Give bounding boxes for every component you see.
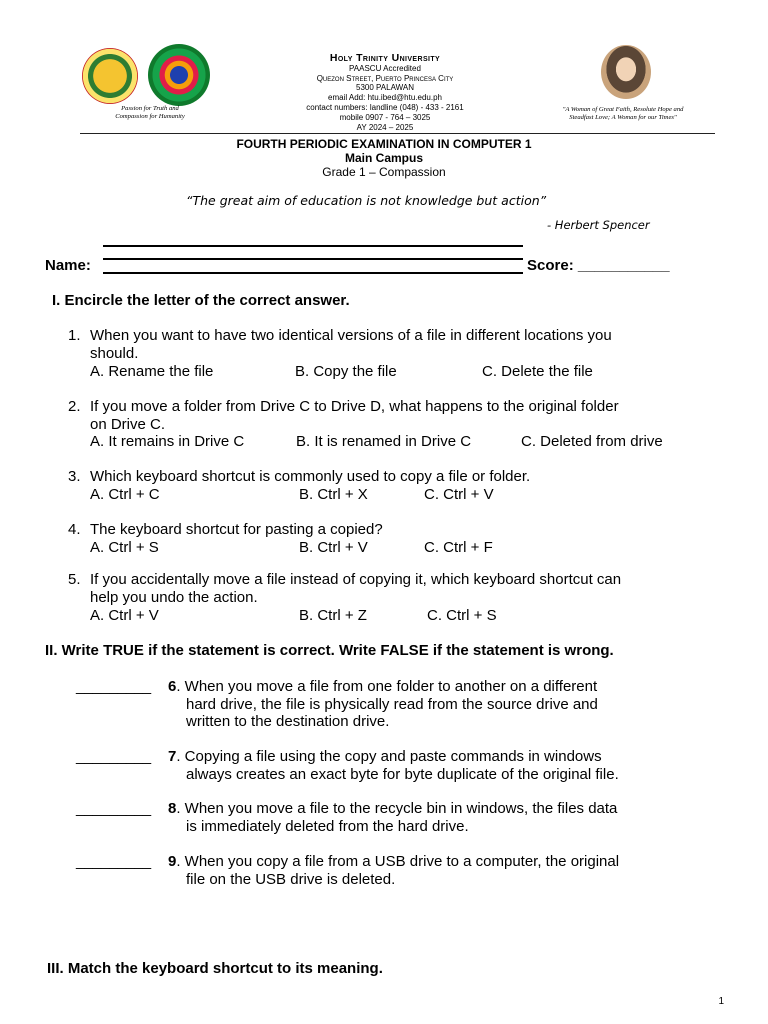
left-motto: Passion for Truth and Compassion for Humanity	[115, 105, 185, 120]
htu-seal-logo	[82, 48, 138, 104]
question-text: When you want to have two identical versions of a file in different locations you should.	[90, 327, 612, 362]
question-text: If you move a folder from Drive C to Drive D, what happens to the original folder on Drive C.	[90, 398, 619, 433]
email-line: email Add: htu.ibed@htu.edu.ph	[328, 93, 442, 103]
q3-option-a[interactable]: A. Ctrl + C	[90, 486, 160, 503]
answer-blank[interactable]: _________	[76, 853, 152, 870]
statement-text: 8. When you move a file to the recycle bin in windows, the files data is immediately deleted from the hard drive.	[168, 800, 618, 835]
q4-option-b[interactable]: B. Ctrl + V	[299, 539, 368, 556]
answer-blank[interactable]: _________	[76, 678, 152, 695]
question-number: 3.	[68, 468, 81, 485]
accreditation: PAASCU Accredited	[349, 63, 421, 73]
q4-option-c[interactable]: C. Ctrl + F	[424, 539, 493, 556]
ibed-seal-logo	[148, 44, 210, 106]
address-province: 5300 PALAWAN	[356, 83, 414, 93]
q1-option-a[interactable]: A. Rename the file	[90, 363, 214, 380]
question-number: 2.	[68, 398, 81, 415]
statement-text: 7. Copying a file using the copy and paste commands in windows always creates an exact byte for byte duplicate of the original file.	[168, 748, 619, 783]
school-year: AY 2024 – 2025	[356, 122, 414, 132]
q2-option-c[interactable]: C. Deleted from drive	[521, 433, 663, 450]
question-text: The keyboard shortcut for pasting a copied?	[90, 521, 383, 538]
q5-option-b[interactable]: B. Ctrl + Z	[299, 607, 367, 624]
question-number: 4.	[68, 521, 81, 538]
page-number: 1	[718, 996, 724, 1007]
answer-blank[interactable]: _________	[76, 748, 152, 765]
header-divider	[80, 133, 715, 134]
campus-label: Main Campus	[344, 151, 423, 165]
quote-text: “The great aim of education is not knowledge but action”	[186, 193, 547, 208]
statement-text: 6. When you move a file from one folder to another on a different hard drive, the file is physically read from the source drive and written to the destination drive.	[168, 678, 598, 730]
mobile-line: mobile 0907 - 764 – 3025	[339, 112, 431, 122]
name-line-upper	[103, 245, 523, 247]
quote-author: - Herbert Spencer	[547, 218, 650, 232]
grade-label: Grade 1 – Compassion	[322, 165, 446, 179]
address-street: Quezon Street, Puerto Princesa City	[316, 73, 454, 83]
founder-portrait	[601, 45, 651, 99]
q1-option-c[interactable]: C. Delete the file	[482, 363, 593, 380]
right-motto: "A Woman of Great Faith, Resolute Hope and Steadfast Love; A Woman for our Times"	[562, 106, 684, 121]
contact-line: contact numbers: landline (048) - 433 - 2161	[306, 102, 464, 112]
q1-option-b[interactable]: B. Copy the file	[295, 363, 397, 380]
q3-option-b[interactable]: B. Ctrl + X	[299, 486, 368, 503]
university-name: Holy Trinity University	[329, 52, 441, 64]
statement-text: 9. When you copy a file from a USB drive to a computer, the original file on the USB drive is deleted.	[168, 853, 620, 888]
q5-option-a[interactable]: A. Ctrl + V	[90, 607, 159, 624]
question-text: If you accidentally move a file instead of copying it, which keyboard shortcut can help you undo the action.	[90, 571, 622, 606]
school-header	[260, 54, 510, 132]
question-number: 5.	[68, 571, 81, 588]
name-input-underline	[103, 272, 523, 274]
question-number: 1.	[68, 327, 81, 344]
name-label: Name:	[45, 257, 91, 274]
name-input-line[interactable]	[103, 258, 523, 260]
answer-blank[interactable]: _________	[76, 800, 152, 817]
q2-option-a[interactable]: A. It remains in Drive C	[90, 433, 245, 450]
section-3-heading: III. Match the keyboard shortcut to its meaning.	[47, 960, 383, 977]
q2-option-b[interactable]: B. It is renamed in Drive C	[296, 433, 472, 450]
q3-option-c[interactable]: C. Ctrl + V	[424, 486, 494, 503]
q5-option-c[interactable]: C. Ctrl + S	[427, 607, 497, 624]
exam-title: FOURTH PERIODIC EXAMINATION IN COMPUTER 1	[236, 137, 532, 151]
q4-option-a[interactable]: A. Ctrl + S	[90, 539, 159, 556]
section-2-heading: II. Write TRUE if the statement is correct. Write FALSE if the statement is wrong.	[45, 642, 614, 659]
score-label[interactable]: Score: ___________	[527, 257, 670, 274]
section-1-heading: I. Encircle the letter of the correct answer.	[52, 292, 350, 309]
question-text: Which keyboard shortcut is commonly used to copy a file or folder.	[90, 468, 531, 485]
